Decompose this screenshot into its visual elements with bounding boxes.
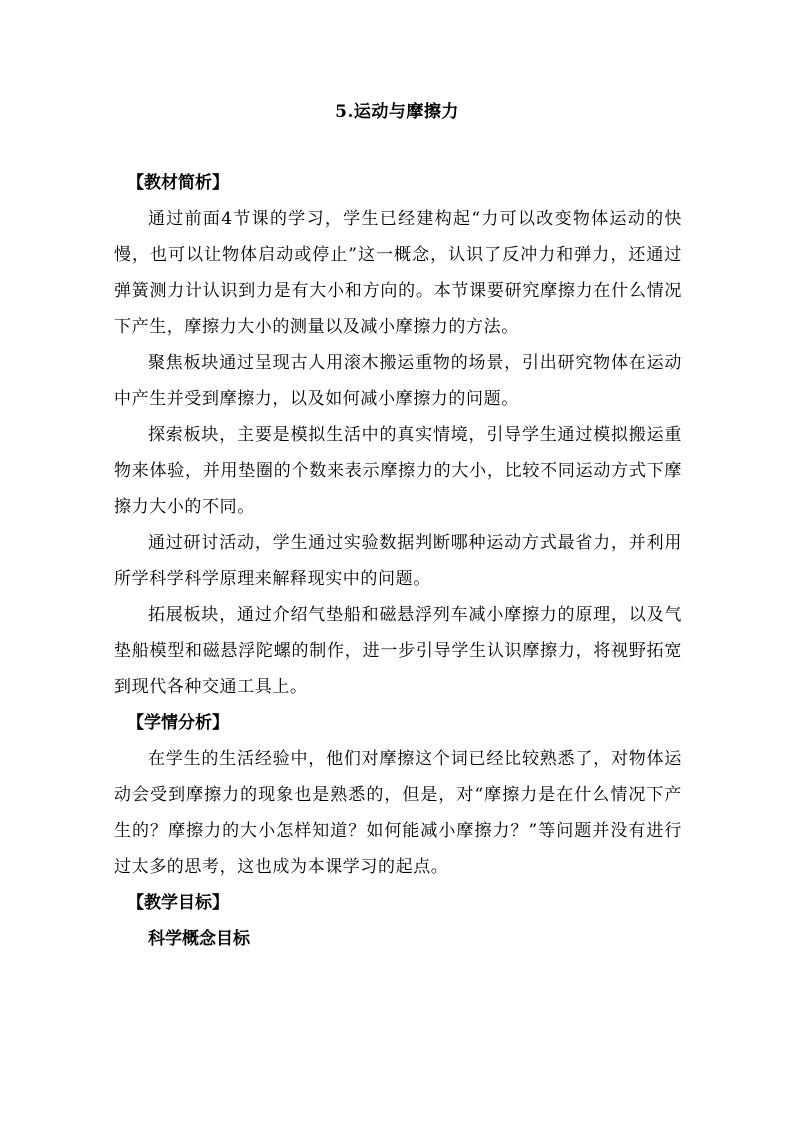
section-heading-learner-analysis: 【学情分析】 <box>127 713 229 733</box>
paragraph: 拓展板块，通过介绍气垫船和磁悬浮列车减小摩擦力的原理，以及气垫船模型和磁悬浮陀螺的制作，进一步引导学生认识摩擦力，将视野拓宽到现代各种交通工具上。 <box>114 605 682 697</box>
section-heading-teaching-goals: 【教学目标】 <box>127 893 229 913</box>
paragraph: 在学生的生活经验中，他们对摩擦这个词已经比较熟悉了，对物体运动会受到摩擦力的现象也是熟悉的，但是，对“摩擦力是在什么情况下产生的？摩擦力的大小怎样知道？如何能减小摩擦力？”等问题并没有进行过太多的思考，这也成为本课学习的起点。 <box>114 749 682 877</box>
paragraph: 通过研讨活动，学生通过实验数据判断哪种运动方式最省力，并利用所学科学科学原理来解释现实中的问题。 <box>114 533 682 589</box>
document-title: 5.运动与摩擦力 <box>335 102 459 122</box>
paragraph: 通过前面4节课的学习，学生已经建构起“力可以改变物体运动的快慢，也可以让物体启动或停止”这一概念，认识了反冲力和弹力，还通过弹簧测力计认识到力是有大小和方向的。本节课要研究摩擦力在什么情况下产生，摩擦力大小的测量以及减小摩擦力的方法。 <box>114 209 682 337</box>
document-body <box>114 165 682 957</box>
subheading-science-concept-goals: 科学概念目标 <box>148 929 250 949</box>
paragraph: 聚焦板块通过呈现古人用滚木搬运重物的场景，引出研究物体在运动中产生并受到摩擦力，以及如何减小摩擦力的问题。 <box>114 353 682 409</box>
paragraph: 探索板块，主要是模拟生活中的真实情境，引导学生通过模拟搬运重物来体验，并用垫圈的个数来表示摩擦力的大小，比较不同运动方式下摩擦力大小的不同。 <box>114 425 682 517</box>
section-heading-textbook-analysis: 【教材简析】 <box>127 173 229 193</box>
